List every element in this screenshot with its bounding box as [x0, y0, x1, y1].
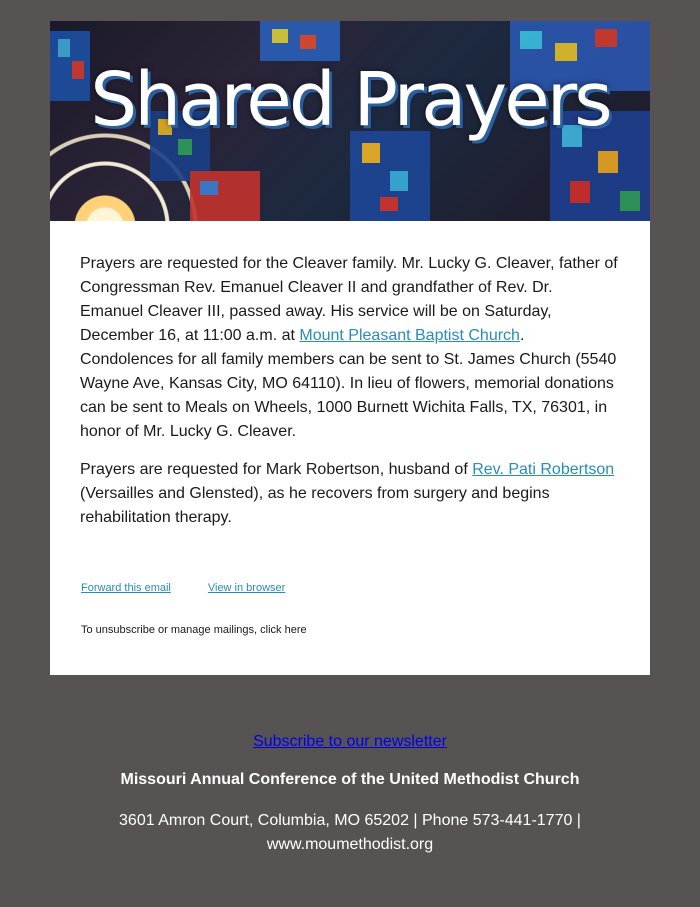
header-banner: [50, 21, 650, 221]
prayer-text: . Condolences for all family members can be sent to St. James Church (5540 Wayne Ave, Kansas City, MO 64110). In lieu of flowers, memorial donations can be sent to Meals on Wheels, 1000 Burnett Wichita Falls, TX, 76301, in honor of Mr. Lucky G. Cleaver.: [80, 327, 617, 440]
prayer-text: Prayers are requested for the Cleaver family. Mr. Lucky G. Cleaver, father of Congressman Rev. Emanuel Cleaver II and grandfather of Rev. Dr. Emanuel Cleaver III, passed away. His service will be on Saturday, December 16, at 11:00 a.m. at: [80, 255, 618, 344]
pastor-link[interactable]: Rev. Pati Robertson: [472, 461, 615, 478]
prayer-request-cleaver: [80, 252, 620, 444]
subscribe-link[interactable]: Subscribe to our newsletter: [253, 733, 447, 750]
email-links: [80, 582, 620, 594]
website: www.moumethodist.org: [266, 836, 434, 853]
prayer-text: (Versailles and Glensted), as he recovers from surgery and begins rehabilitation therapy.: [80, 485, 550, 526]
address: [0, 809, 700, 857]
organization-name: Missouri Annual Conference of the United Methodist Church: [120, 771, 580, 788]
footer: [0, 733, 700, 857]
prayer-text: Prayers are requested for Mark Robertson, husband of: [80, 461, 473, 478]
view-in-browser-link[interactable]: View in browser: [207, 582, 286, 594]
unsubscribe-text[interactable]: To unsubscribe or manage mailings, click here: [81, 624, 307, 636]
prayer-request-robertson: [80, 458, 620, 530]
email-card: [50, 21, 650, 675]
email-body: [50, 221, 650, 636]
church-link[interactable]: Mount Pleasant Baptist Church: [299, 327, 520, 344]
forward-email-link[interactable]: Forward this email: [81, 582, 171, 594]
address-line: 3601 Amron Court, Columbia, MO 65202 | Phone 573-441-1770 |: [119, 812, 581, 829]
banner-title: Shared Prayers: [90, 57, 610, 143]
